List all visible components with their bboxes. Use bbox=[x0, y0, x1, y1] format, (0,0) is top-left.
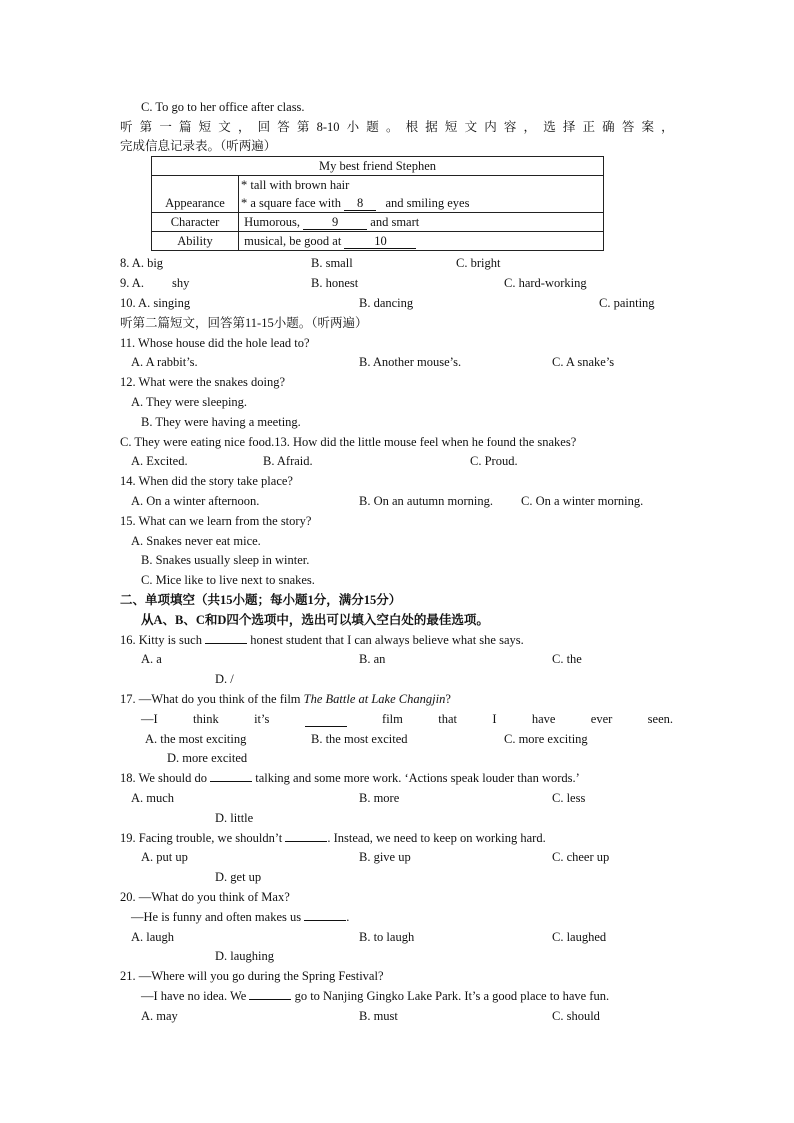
q11-option-c[interactable]: C. A snake’s bbox=[552, 355, 615, 369]
q19-option-a[interactable]: A. put up bbox=[141, 850, 188, 864]
answer-blank-9[interactable]: 9 bbox=[303, 216, 367, 230]
q17-reply-word: seen. bbox=[647, 712, 673, 726]
instruction-char: 听 bbox=[120, 120, 133, 134]
q21-reply bbox=[141, 989, 609, 1004]
q19-option-d[interactable]: D. get up bbox=[215, 870, 262, 884]
q12-option-b[interactable]: B. They were having a meeting. bbox=[141, 415, 301, 429]
q21-option-a[interactable]: A. may bbox=[141, 1009, 178, 1023]
q18-option-c[interactable]: C. less bbox=[552, 791, 586, 805]
part2-title: 二、单项填空（共15小题；每小题1分，满分15分） bbox=[120, 593, 402, 607]
q18-option-b[interactable]: B. more bbox=[359, 791, 400, 805]
instruction-char: 一 bbox=[159, 120, 172, 134]
ability-text: musical, be good at bbox=[244, 234, 342, 248]
q19-question bbox=[120, 831, 546, 846]
q17-reply-word: I bbox=[492, 712, 497, 726]
ability-cell bbox=[239, 232, 604, 251]
q17-option-a[interactable]: A. the most exciting bbox=[145, 732, 247, 746]
q8-option-b[interactable]: B. small bbox=[311, 256, 353, 270]
q17-reply-word: think bbox=[193, 712, 219, 726]
q17-reply-word: film bbox=[382, 712, 403, 726]
instruction-char: 第 bbox=[296, 120, 310, 134]
q14-question: 14. When did the story take place? bbox=[120, 474, 293, 488]
table-title: My best friend Stephen bbox=[152, 157, 604, 176]
instruction-char: 内 bbox=[484, 120, 497, 134]
q19-blank[interactable] bbox=[285, 841, 327, 842]
ability-label: Ability bbox=[152, 232, 239, 251]
q16-option-b[interactable]: B. an bbox=[359, 652, 386, 666]
instruction-char: 正 bbox=[582, 120, 596, 134]
instruction-char: 确 bbox=[602, 120, 615, 134]
q16-question bbox=[120, 633, 524, 648]
instruction-char: 第 bbox=[139, 120, 153, 134]
q11-question: 11. Whose house did the hole lead to? bbox=[120, 336, 310, 350]
table-row bbox=[152, 157, 604, 176]
q13-option-c[interactable]: C. Proud. bbox=[470, 454, 518, 468]
instruction-char: 案 bbox=[641, 120, 654, 134]
q20-blank[interactable] bbox=[304, 920, 346, 921]
instruction-char: 容 bbox=[503, 120, 517, 134]
q21-option-b[interactable]: B. must bbox=[359, 1009, 398, 1023]
q17-option-d[interactable]: D. more excited bbox=[167, 751, 248, 765]
q17-option-c[interactable]: C. more exciting bbox=[504, 732, 588, 746]
character-cell bbox=[239, 213, 604, 232]
q15-question: 15. What can we learn from the story? bbox=[120, 514, 312, 528]
instruction-char: ， bbox=[661, 120, 674, 134]
q17-blank[interactable] bbox=[305, 712, 347, 727]
q12-option-a[interactable]: A. They were sleeping. bbox=[131, 395, 248, 409]
q18-text: 18. We should do bbox=[120, 771, 207, 785]
table-row bbox=[152, 232, 604, 251]
instruction-char: 根 bbox=[405, 120, 419, 134]
part2-instruction: 从A、B、C和D四个选项中，选出可以填入空白处的最佳选项。 bbox=[141, 613, 489, 627]
instruction-char: 。 bbox=[385, 120, 399, 134]
appearance-line2-end: and smiling eyes bbox=[385, 196, 470, 210]
q10-option-b[interactable]: B. dancing bbox=[359, 296, 414, 310]
q7-option-c: C. To go to her office after class. bbox=[141, 100, 305, 114]
q10-option-c[interactable]: C. painting bbox=[599, 296, 655, 310]
q14-option-c[interactable]: C. On a winter morning. bbox=[521, 494, 644, 508]
appearance-line1: * tall with brown hair bbox=[241, 178, 350, 192]
character-text: Humorous, bbox=[244, 215, 301, 229]
q16-blank[interactable] bbox=[205, 643, 247, 644]
q9-option-b[interactable]: B. honest bbox=[311, 276, 359, 290]
passage2-instruction: 听第二篇短文，回答第11-15小题。（听两遍） bbox=[120, 316, 368, 330]
q16-text: 16. Kitty is such bbox=[120, 633, 202, 647]
info-record-table bbox=[151, 156, 604, 251]
instruction-char: 答 bbox=[277, 120, 290, 134]
q9-option-a-label[interactable]: 9. A. bbox=[120, 276, 144, 290]
table-row bbox=[152, 213, 604, 232]
instruction-char: ， bbox=[237, 120, 251, 134]
q17-reply-word: —I bbox=[141, 712, 158, 726]
q18-question bbox=[120, 771, 580, 786]
q17-reply-word: ever bbox=[590, 712, 613, 726]
q13-option-b[interactable]: B. Afraid. bbox=[263, 454, 313, 468]
q21-blank[interactable] bbox=[249, 999, 291, 1000]
instruction-char: 题 bbox=[366, 120, 379, 134]
instruction-char: 选 bbox=[543, 120, 556, 134]
q20-question: 20. —What do you think of Max? bbox=[120, 890, 290, 904]
q21-option-c[interactable]: C. should bbox=[552, 1009, 600, 1023]
q12-question: 12. What were the snakes doing? bbox=[120, 375, 285, 389]
q9-option-a[interactable]: shy bbox=[172, 276, 190, 290]
instruction-char: ， bbox=[523, 120, 537, 134]
q17-text-end: ? bbox=[445, 692, 451, 706]
q20-reply bbox=[131, 910, 349, 925]
q14-option-a[interactable]: A. On a winter afternoon. bbox=[131, 494, 260, 508]
appearance-label: Appearance bbox=[152, 176, 239, 213]
q8-option-a[interactable]: 8. A. big bbox=[120, 256, 164, 270]
character-text-end: and smart bbox=[370, 215, 420, 229]
q11-option-b[interactable]: B. Another mouse’s. bbox=[359, 355, 462, 369]
instruction-char: 答 bbox=[621, 120, 635, 134]
q19-option-b[interactable]: B. give up bbox=[359, 850, 411, 864]
q20-option-a[interactable]: A. laugh bbox=[131, 930, 175, 944]
q20-option-c[interactable]: C. laughed bbox=[552, 930, 607, 944]
q18-text-end: talking and some more work. ‘Actions speak louder than words.’ bbox=[255, 771, 580, 785]
q17-text: 17. —What do you think of the film bbox=[120, 692, 301, 706]
q12-option-c-q13-question: C. They were eating nice food.13. How did the little mouse feel when he found the snakes? bbox=[120, 435, 577, 449]
instruction-char: 据 bbox=[425, 120, 438, 134]
q21-reply-text: —I have no idea. We bbox=[141, 989, 247, 1003]
instruction-char: 文 bbox=[464, 120, 478, 134]
passage1-instruction bbox=[120, 120, 674, 135]
instruction-char: 短 bbox=[444, 120, 458, 134]
q16-text-end: honest student that I can always believe what she says. bbox=[250, 633, 524, 647]
instruction-char: 小 bbox=[346, 120, 360, 134]
instruction-char: 8-10 bbox=[316, 120, 340, 134]
q19-option-c[interactable]: C. cheer up bbox=[552, 850, 610, 864]
q20-option-d[interactable]: D. laughing bbox=[215, 949, 275, 963]
q19-text-end: . Instead, we need to keep on working hard. bbox=[327, 831, 546, 845]
q20-reply-text: —He is funny and often makes us bbox=[131, 910, 302, 924]
q16-option-a[interactable]: A. a bbox=[141, 652, 162, 666]
passage1-instruction-cont: 完成信息记录表。（听两遍） bbox=[120, 139, 277, 153]
q10-option-a[interactable]: 10. A. singing bbox=[120, 296, 191, 310]
q17-reply bbox=[141, 712, 673, 727]
q17-reply-word: it’s bbox=[254, 712, 270, 726]
character-label: Character bbox=[152, 213, 239, 232]
instruction-char: 篇 bbox=[178, 120, 192, 134]
table-row bbox=[152, 176, 604, 213]
q17-reply-word: have bbox=[531, 712, 556, 726]
q20-option-b[interactable]: B. to laugh bbox=[359, 930, 415, 944]
q17-question bbox=[120, 692, 451, 707]
q17-film-title: The Battle at Lake Changjin bbox=[303, 692, 446, 706]
q11-option-a[interactable]: A. A rabbit’s. bbox=[131, 355, 198, 369]
q21-question: 21. —Where will you go during the Spring Festival? bbox=[120, 969, 384, 983]
q15-option-b[interactable]: B. Snakes usually sleep in winter. bbox=[141, 553, 310, 567]
q18-blank[interactable] bbox=[210, 781, 252, 782]
q16-option-c[interactable]: C. the bbox=[552, 652, 582, 666]
q21-reply-end: go to Nanjing Gingko Lake Park. It’s a good place to have fun. bbox=[294, 989, 610, 1003]
answer-blank-8[interactable]: 8 bbox=[344, 197, 376, 211]
q14-option-b[interactable]: B. On an autumn morning. bbox=[359, 494, 494, 508]
q18-option-d[interactable]: D. little bbox=[215, 811, 254, 825]
q19-text: 19. Facing trouble, we shouldn’t bbox=[120, 831, 283, 845]
q18-option-a[interactable]: A. much bbox=[131, 791, 175, 805]
instruction-char: 文 bbox=[218, 120, 231, 134]
q13-option-a[interactable]: A. Excited. bbox=[131, 454, 188, 468]
instruction-char: 回 bbox=[257, 120, 271, 134]
appearance-cell bbox=[239, 176, 604, 213]
q9-option-c[interactable]: C. hard-working bbox=[504, 276, 587, 290]
q15-option-c[interactable]: C. Mice like to live next to snakes. bbox=[141, 573, 315, 587]
q17-reply-word: that bbox=[438, 712, 457, 726]
instruction-char: 择 bbox=[562, 120, 576, 134]
q17-option-b[interactable]: B. the most excited bbox=[311, 732, 408, 746]
q16-option-d[interactable]: D. / bbox=[215, 672, 234, 686]
appearance-line2-text: * a square face with bbox=[241, 196, 341, 210]
appearance-line2 bbox=[241, 194, 601, 212]
instruction-char: 短 bbox=[198, 120, 212, 134]
q8-option-c[interactable]: C. bright bbox=[456, 256, 501, 270]
q15-option-a[interactable]: A. Snakes never eat mice. bbox=[131, 534, 261, 548]
q20-reply-end: . bbox=[346, 910, 350, 924]
answer-blank-10[interactable]: 10 bbox=[344, 235, 416, 249]
